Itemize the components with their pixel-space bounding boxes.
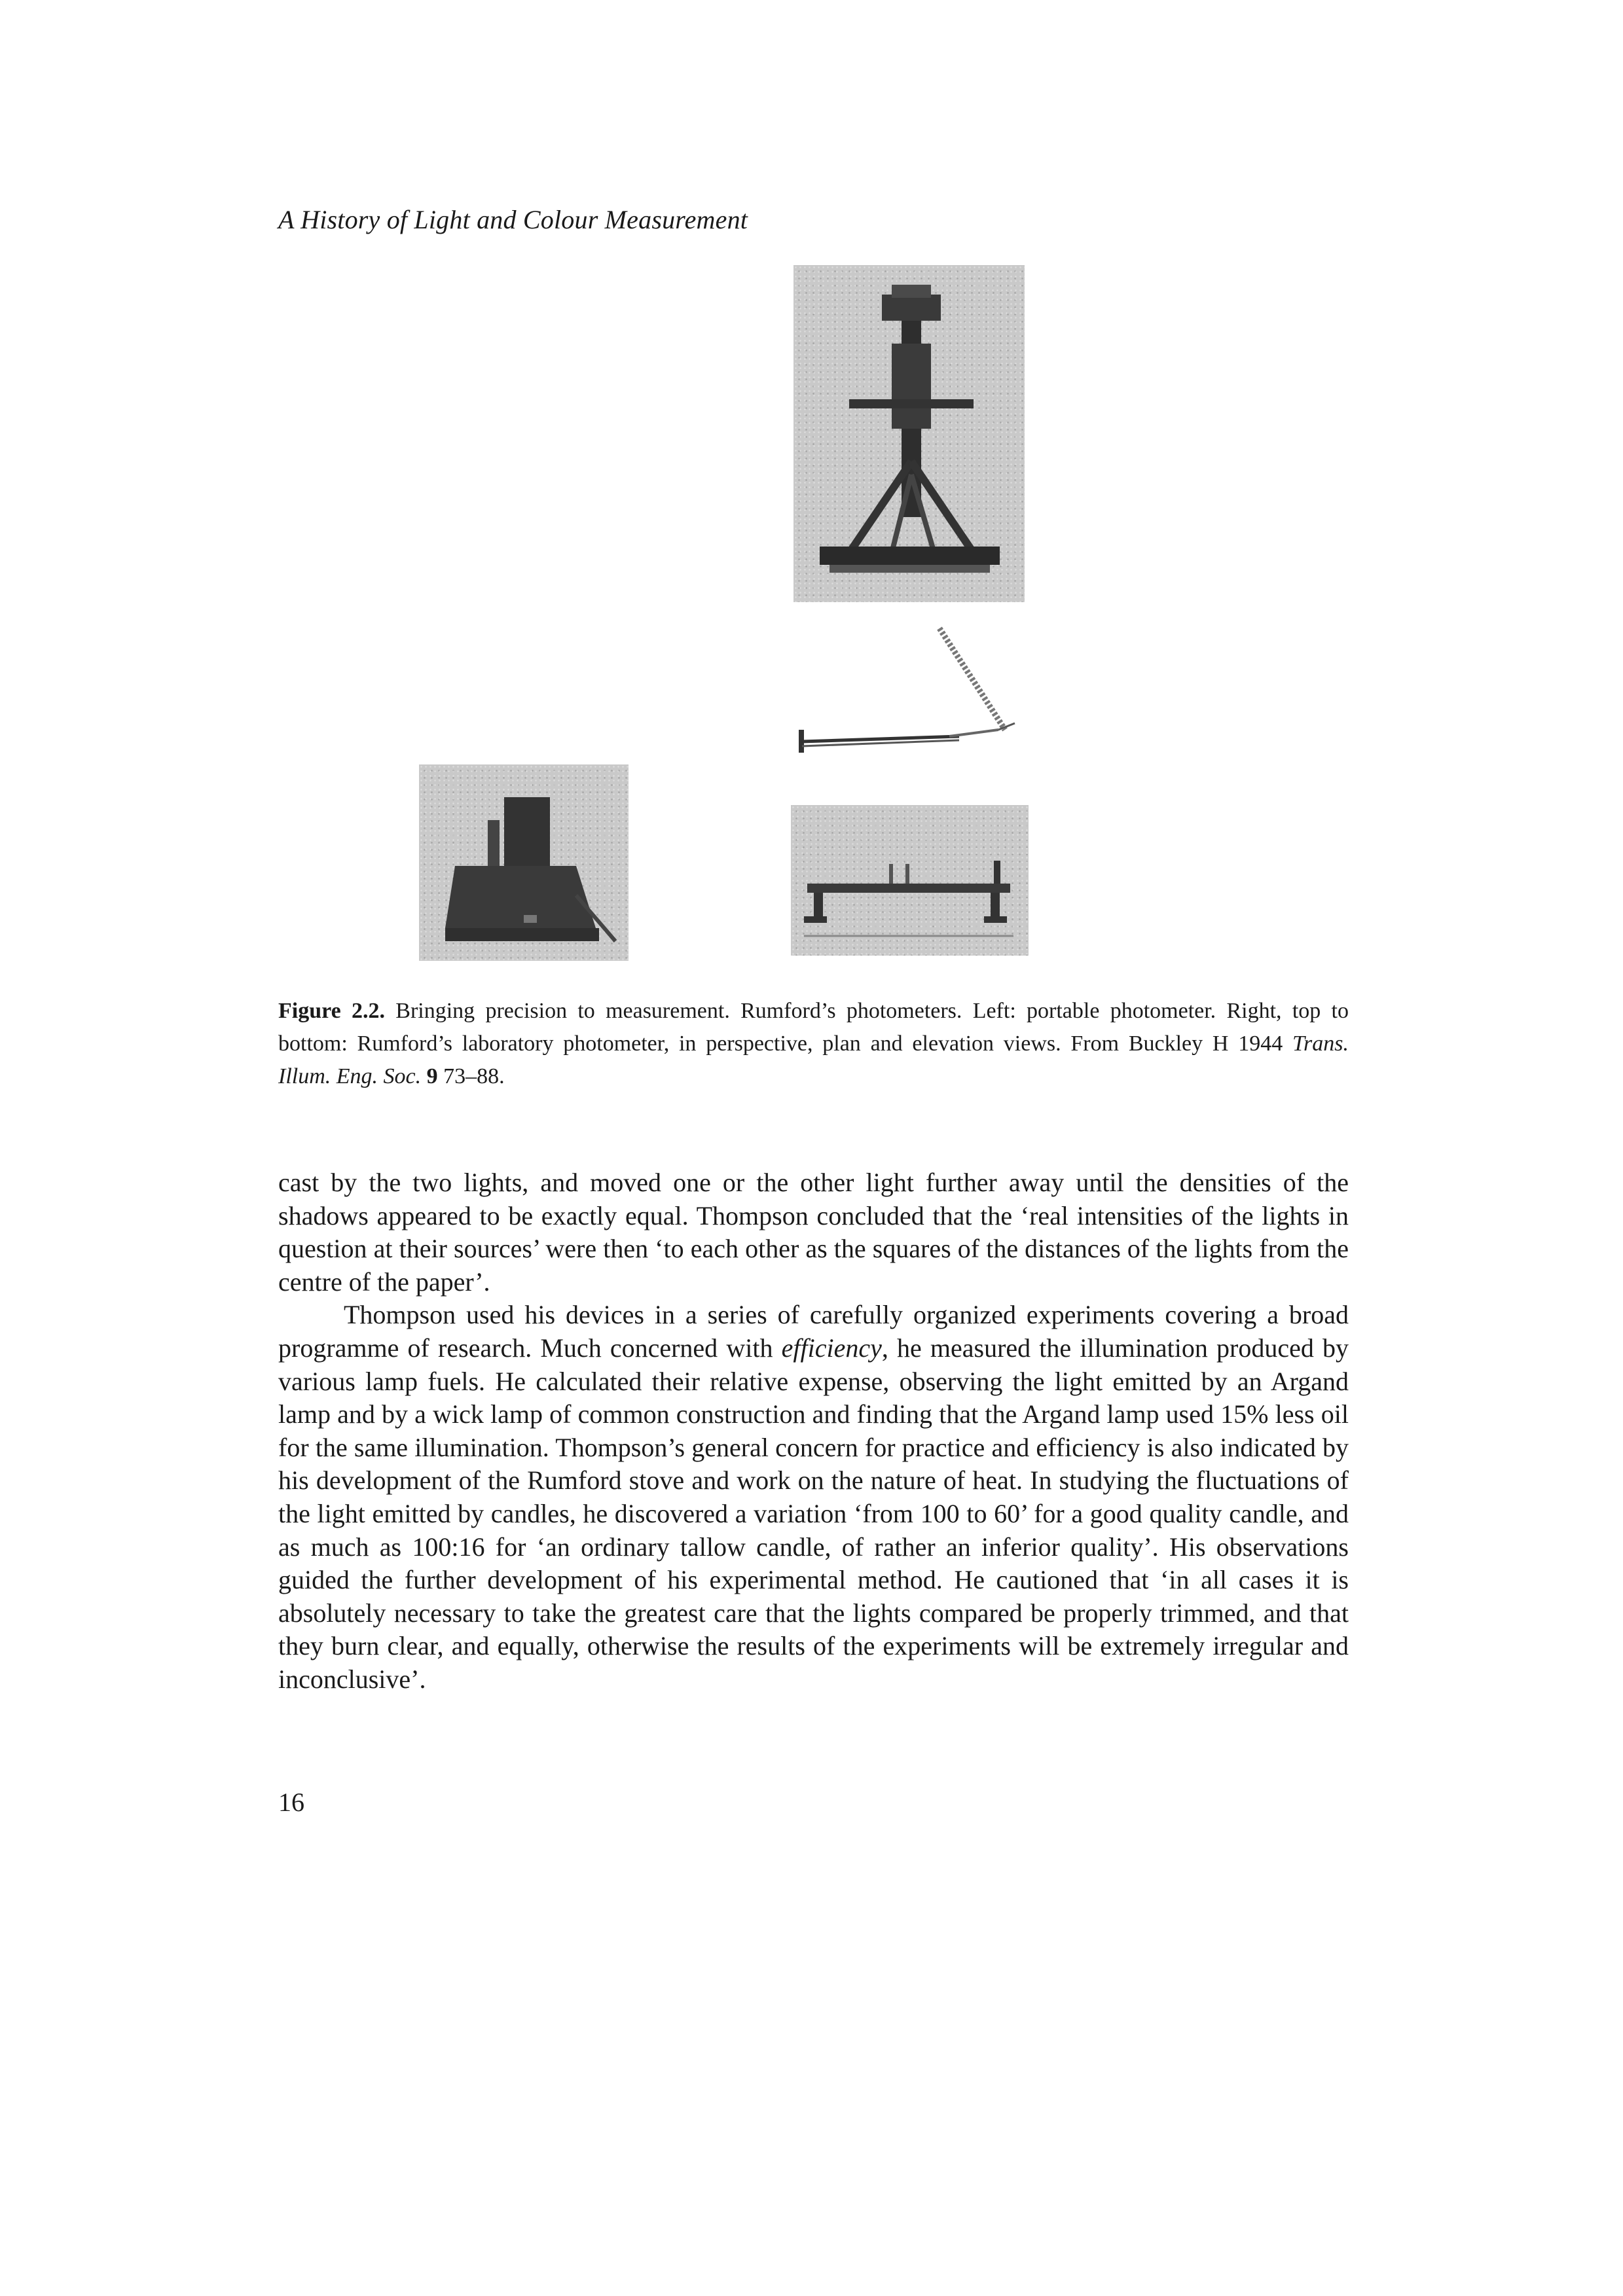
portable-photometer-image bbox=[419, 764, 629, 961]
paragraph-2 bbox=[278, 1299, 1349, 1696]
laboratory-photometer-elevation-image bbox=[791, 805, 1029, 956]
paragraph-1: cast by the two lights, and moved one or the other light further away until the densities of the shadows appeared to be exactly equal. Thompson concluded that the ‘real intensities of the lights in question at their sources’ were then ‘to each other as the squares of the distances of the lights from the centre of the paper’. bbox=[278, 1168, 1349, 1297]
figure-caption-volume: 9 bbox=[426, 1064, 438, 1088]
figure-caption-journal: Trans. Illum. Eng. Soc. bbox=[278, 1031, 1349, 1088]
page-number: 16 bbox=[278, 1787, 304, 1817]
paragraph-2-part-a: Thompson used his devices in a series of carefully organized experiments covering a broad programme of research. Much concerned with bbox=[278, 1300, 1349, 1363]
figure-label: Figure 2.2. bbox=[278, 999, 385, 1023]
paragraph-2-part-b: , he measured the illumination produced by various lamp fuels. He calculated their relative expense, observing the light emitted by an Argand lamp and by a wick lamp of common construction and finding that the Argand lamp used 15% less oil for the same illumination. Thompson’s general concern for practice and efficiency is also indicated by his development of the Rumford stove and work on the nature of heat. In studying the fluctuations of the light emitted by candles, he discovered a variation ‘from 100 to 60’ for a good quality candle, and as much as 100:16 for ‘an ordinary tallow candle, of rather an inferior quality’. His observations guided the further development of his experimental method. He cautioned that ‘in all cases it is absolutely necessary to take the greatest care that the lights compared be properly trimmed, and that they burn clear, and equally, otherwise the results of the experiments will be extremely irregular and inconclusive’. bbox=[278, 1333, 1349, 1694]
paragraph-2-emphasis: efficiency bbox=[781, 1333, 882, 1363]
figure-caption bbox=[278, 995, 1349, 1093]
figure-caption-pages: 73–88. bbox=[443, 1064, 505, 1088]
body-text bbox=[278, 1166, 1349, 1696]
figure-caption-text: Bringing precision to measurement. Rumford’s photometers. Left: portable photometer. Right, top to bottom: Rumford’s laboratory photometer, in perspective, plan and elevation views. From Buckley H 1944 bbox=[278, 999, 1349, 1056]
laboratory-photometer-plan-image bbox=[789, 612, 1031, 795]
laboratory-photometer-perspective-image bbox=[793, 265, 1025, 602]
running-head: A History of Light and Colour Measurement bbox=[278, 205, 748, 234]
